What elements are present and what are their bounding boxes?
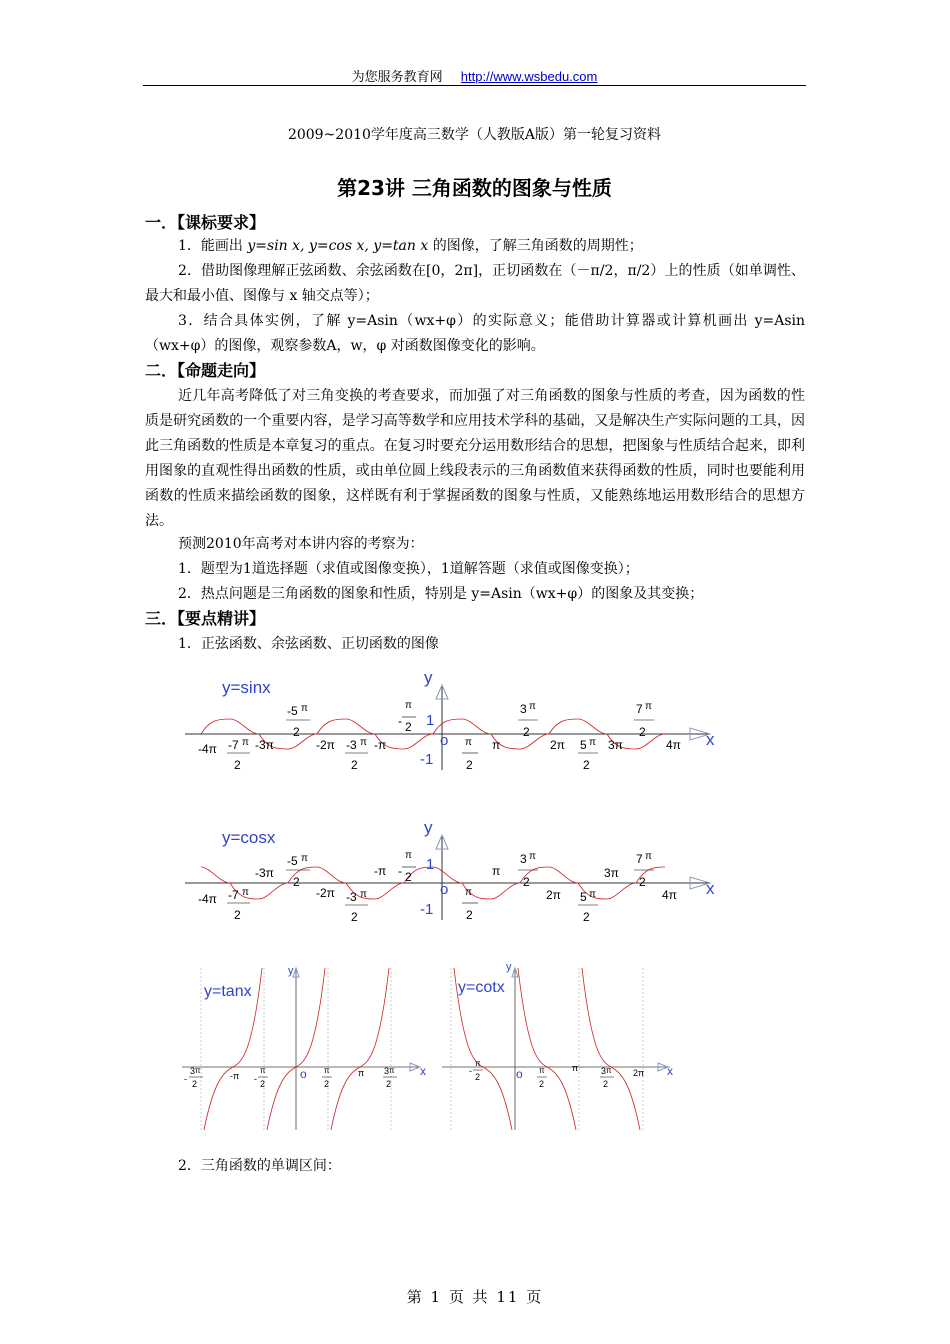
tick-7: 7 <box>636 702 643 716</box>
tick-den: 2 <box>234 908 241 922</box>
y-one-label: 1 <box>426 712 435 729</box>
site-url-link[interactable]: http://www.wsbedu.com <box>460 69 598 84</box>
cot-label: y=cotx <box>458 979 505 996</box>
tick-pi-sym: π <box>539 1066 545 1075</box>
x-label: x <box>420 1064 426 1078</box>
page-footer: 第 1 页 共 11 页 <box>406 1288 544 1306</box>
tick-neg-5: -5 <box>287 704 298 718</box>
tick-pi-sym: π <box>606 1066 612 1075</box>
tick-den: 2 <box>324 1079 330 1089</box>
tick-den: 2 <box>293 875 300 889</box>
cosine-graph <box>180 815 740 930</box>
tick-pi-sym: π <box>301 853 308 864</box>
section-heading-1: 一．【课标要求】 <box>145 213 266 232</box>
s2-paragraph: 近几年高考降低了对三角变换的考查要求，而加强了对三角函数的图象与性质的考查，因为函数的性质是研究函数的一个重要内容，是学习高等数学和应用技术学科的基础，又是解决生产实际问题的工具，因此三角函数的性质是本章复习的重点。在复习时要充分运用数形结合的思想，把图象与性质结合起来，即利用图象的直观性得出函数的性质，或由单位圆上线段表示的三角函数值来获得函数的性质，同时也要能利用函数的性质来描绘函数的图象，这样既有利于掌握函数的图象与性质，又能熟练地运用数形结合的思想方法。 <box>145 388 805 529</box>
x-label: x <box>706 879 715 898</box>
s2-forecast: 预测2010年高考对本讲内容的考察为： <box>178 536 424 552</box>
tick-den: 2 <box>405 720 412 734</box>
tick-den: 2 <box>466 908 473 922</box>
sine-graph <box>180 665 740 780</box>
section-heading-3: 三．【要点精讲】 <box>145 609 266 628</box>
tick-5: 5 <box>580 890 587 904</box>
y-label: y <box>424 818 433 837</box>
tick-den: 2 <box>639 725 646 739</box>
tick-3: 3 <box>520 702 527 716</box>
s1-item-2: 2．借助图像理解正弦函数、余弦函数在[0，2π]，正切函数在（－π/2，π/2）上的性质（如单调性、最大和最小值、图像与 x 轴交点等）； <box>145 263 805 304</box>
tick-den: 2 <box>603 1079 609 1089</box>
site-name: 为您服务教育网 <box>351 70 443 85</box>
s3-item-2: 2．三角函数的单调区间： <box>178 1158 341 1174</box>
tick-3pi: 3π <box>604 866 619 880</box>
tick-neg-7: -7 <box>228 738 239 752</box>
tick-pi: π <box>358 1068 365 1078</box>
tick-den: 2 <box>386 1079 392 1089</box>
tick-neg-3: -3 <box>346 890 357 904</box>
s1-item-1: 1．能画出 y=sin x, y=cos x, y=tan x 的图像，了解三角函数的周期性； <box>178 238 643 254</box>
tick-den: 2 <box>351 758 358 772</box>
tick-neg-3pi: -3π <box>255 866 274 880</box>
section-heading-2: 二．【命题走向】 <box>145 361 266 380</box>
tick-den: 2 <box>351 910 358 924</box>
tick-pi-sym: π <box>529 701 536 712</box>
tick-pi-sym: π <box>260 1066 266 1075</box>
tick-3: 3 <box>601 1066 607 1076</box>
x-label: x <box>706 730 715 749</box>
tick-minus: - <box>469 1066 472 1076</box>
y-neg-one-label: -1 <box>420 751 434 768</box>
tick-den: 2 <box>405 870 412 884</box>
tick-pi-sym: π <box>405 700 412 711</box>
tick-pi: π <box>492 738 501 752</box>
tick-pi-sym: π <box>360 737 367 748</box>
tick-pi-sym: π <box>589 889 596 900</box>
tick-neg-pi: -π <box>230 1071 240 1081</box>
tick-neg-4pi: -4π <box>198 742 217 756</box>
tick-den: 2 <box>293 725 300 739</box>
y-one-label: 1 <box>426 856 435 873</box>
tick-neg-2pi: -2π <box>316 886 335 900</box>
page-title: 第23讲 三角函数的图象与性质 <box>337 176 612 200</box>
tick-pi-sym: π <box>195 1066 201 1075</box>
tick-pi-sym: π <box>242 887 249 898</box>
tick-neg-pi: -π <box>374 864 387 878</box>
tick-den: 2 <box>475 1072 481 1082</box>
tick-pi-sym: π <box>465 887 472 898</box>
tick-minus: - <box>398 864 402 878</box>
tick-den: 2 <box>523 875 530 889</box>
tick-4pi: 4π <box>662 888 677 902</box>
header-rule <box>143 85 806 86</box>
origin-label: o <box>440 732 449 749</box>
tick-minus: - <box>398 714 402 728</box>
s2-point-1: 1．题型为1道选择题（求值或图像变换），1道解答题（求值或图像变换）； <box>178 561 639 577</box>
tick-pi-sym: π <box>301 703 308 714</box>
origin-label: o <box>300 1067 307 1081</box>
tick-2pi: 2π <box>633 1068 645 1078</box>
tick-pi: π <box>492 864 501 878</box>
x-label: x <box>667 1064 673 1078</box>
s2-point-2: 2．热点问题是三角函数的图象和性质，特别是 y=Asin（wx+φ）的图象及其变换； <box>178 586 704 602</box>
cotangent-graph <box>440 960 680 1135</box>
origin-label: o <box>440 881 449 898</box>
tick-neg-4pi: -4π <box>198 892 217 906</box>
tick-neg-7: -7 <box>228 888 239 902</box>
origin-label: o <box>516 1067 523 1081</box>
tick-3: 3 <box>190 1066 196 1076</box>
tick-pi-sym: π <box>242 737 249 748</box>
tick-pi-sym: π <box>645 851 652 862</box>
tick-pi-sym: π <box>324 1066 330 1075</box>
tick-den: 2 <box>583 910 590 924</box>
y-neg-one-label: -1 <box>420 901 434 918</box>
tick-neg-pi: -π <box>374 738 387 752</box>
tick-den: 2 <box>539 1079 545 1089</box>
tan-label: y=tanx <box>204 983 252 1000</box>
tick-den: 2 <box>192 1079 198 1089</box>
tick-neg-3: -3 <box>346 738 357 752</box>
tick-2pi: 2π <box>550 738 565 752</box>
y-label: y <box>506 961 512 973</box>
s3-item-1: 1．正弦函数、余弦函数、正切函数的图像 <box>178 636 439 652</box>
tick-3: 3 <box>520 852 527 866</box>
tick-5: 5 <box>580 738 587 752</box>
tick-pi-sym: π <box>645 701 652 712</box>
tick-pi-sym: π <box>589 737 596 748</box>
tick-pi-sym: π <box>529 851 536 862</box>
tick-pi-sym: π <box>389 1066 395 1075</box>
document-subtitle: 2009~2010学年度高三数学（人教版A版）第一轮复习资料 <box>287 127 662 143</box>
page-header <box>143 66 806 85</box>
tick-pi-sym: π <box>405 850 412 861</box>
tick-4pi: 4π <box>666 738 681 752</box>
tick-den: 2 <box>234 758 241 772</box>
tick-pi-sym: π <box>475 1059 481 1068</box>
tangent-graph <box>180 960 430 1135</box>
tick-den: 2 <box>639 875 646 889</box>
tick-neg-3pi: -3π <box>255 738 274 752</box>
tick-neg-5: -5 <box>287 854 298 868</box>
tick-3pi: 3π <box>608 738 623 752</box>
tick-den: 2 <box>583 758 590 772</box>
tick-den: 2 <box>466 758 473 772</box>
tick-den: 2 <box>523 725 530 739</box>
tick-neg-2pi: -2π <box>316 738 335 752</box>
tick-7: 7 <box>636 852 643 866</box>
tick-den: 2 <box>260 1079 266 1089</box>
tick-pi: π <box>572 1063 579 1073</box>
tick-minus: - <box>184 1074 187 1084</box>
tick-pi-sym: π <box>360 889 367 900</box>
tick-2pi: 2π <box>546 888 561 902</box>
sine-label: y=sinx <box>222 678 271 697</box>
s1-item-3: 3．结合具体实例，了解 y=Asin（wx+φ）的实际意义；能借助计算器或计算机画出 y=Asin（wx+φ）的图像，观察参数A，w，φ 对函数图像变化的影响。 <box>145 313 805 354</box>
tick-minus: - <box>254 1074 257 1084</box>
tick-pi-sym: π <box>465 737 472 748</box>
tick-3: 3 <box>384 1066 390 1076</box>
y-label: y <box>424 668 433 687</box>
cosine-label: y=cosx <box>222 828 276 847</box>
y-label: y <box>288 965 294 977</box>
